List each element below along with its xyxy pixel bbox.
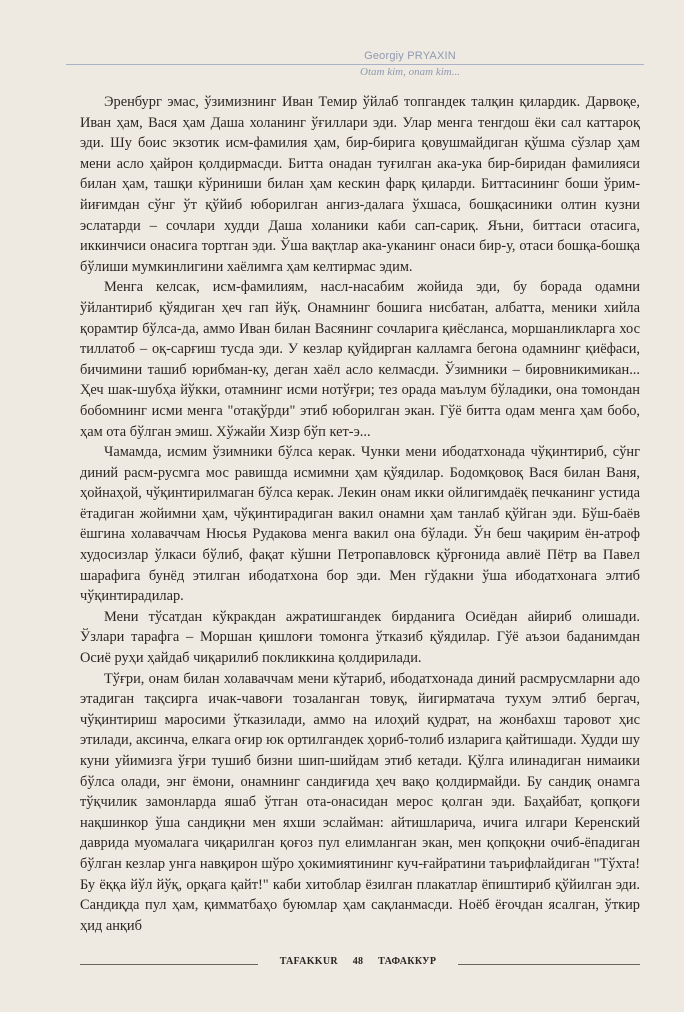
running-header: [0, 46, 684, 86]
footer-label: [258, 956, 458, 967]
paragraph-3: Чамамда, исмим ўзимники бўлса керак. Чунки мени ибодатхонада чўқинтириб, сўнг диний расм-русмга мос равишда исмимни ҳам қўядилар. Бодомқовоқ Вася билан Ваня, ҳойнаҳой, чўқинтирилмаган бўлса керак. Лекин онам икки ойлигимдаёқ печканинг устида ётадиган жойимни ҳам, чўқинтирадиган вакил онамни ҳам танлаб қўйган эди. Бўш-баёв ёшгина холаваччам Нюсья Рудакова менга вакил она бўлади. Ўн беш чақирим ён-атроф худосизлар ўлкаси бўлиб, фақат кўшни Петропавловск қўрғонида авлиё Пётр ва Павел шарафига бунёд этилган ибодатхона бор эди. Мен гўдакни ўша ибодатхонага элтиб чўқинтирадилар.: [80, 444, 640, 605]
header-title: Otam kim, onam kim...: [360, 66, 460, 78]
page-number: 48: [352, 956, 364, 967]
footer-rule-left: [80, 964, 258, 965]
header-rule: [66, 64, 644, 65]
footer-rule-right: [458, 964, 640, 965]
page-footer: [80, 952, 640, 976]
footer-magazine-cyrillic: ТАФАККУР: [378, 956, 437, 967]
footer-magazine-latin: TAFAKKUR: [279, 956, 338, 967]
paragraph-2: Менга келсак, исм-фамилиям, насл-насабим жойида эди, бу борада одамни ўйлантириб қўядиган ҳеч гап йўқ. Онамнинг бошига нисбатан, албатта, меники хийла қорамтир бўлса-да, аммо Иван билан Васянинг сочларига қиёсланса, моршанликларга хос тиллатоб – оқ-сарғиш тусда эди. У кезлар қуйдирган калламга бегона одамнинг қиёфаси, бичимини ташиб юрибман-ку, деган хаёл асло келмасди. Ўзимники – бировникимикан... Ҳеч шак-шубҳа йўкки, отамнинг исми нотўғри; тез орада маълум бўладики, она томондан бобомнинг исми менга "отақўрди" этиб юборилган экан. Гўё битта одам менга ҳам бобо, ҳам ота бўлган эмиш. Хўжайи Хизр бўп кет-э...: [80, 279, 640, 440]
article-body: [80, 92, 640, 936]
paragraph-5: Тўғри, онам билан холаваччам мени кўтариб, ибодатхонада диний расмрусмларни адо этадиган тақсирга ичак-чавоғи тозаланган товуқ, йигирматача тухум элтиб бергач, чўқинтириш маросими ўтказилади, аммо на илоҳий қудрат, на жонбахш таровот ҳис этилади, аксинча, елкага оғир юк ортилгандек ҳориб-толиб изларига қайтишади. Худди шу куни уйимизга ўғри тушиб бизни шип-шийдам этиб кетади. Қўлга илинадиган нимаики бўлса олади, энг ёмони, онамнинг сандиғида ҳеч вақо қолдирмайди. Бу сандиқ онамга тўқчилик замонларда яшаб ўтган ота-онасидан мерос қолган эди. Баҳайбат, қопқоғи нақшинкор ўша сандиқни мен яхши эслайман: айтишларича, ичига илгари Керенский даврида муомалага чиқарилган қоғоз пул елимланган экан, мен қопқоқни очиб-ёпадиган бўлган кезлар унга навқирон шўро ҳокимиятининг куч-ғайратини таърифлайдиган "Тўхта! Бу ёққа йўл йўқ, орқага қайт!" каби хитоблар ёзилган плакатлар ёпиштириб қўйилган эди. Сандиқда пул ҳам, қимматбаҳо буюмлар ҳам сақланмасди. Ноёб ёғочдан ясалган, ўткир ҳид анқиб: [80, 670, 640, 934]
paragraph-1: Эренбург эмас, ўзимизнинг Иван Темир ўйлаб топгандек талқин қилардик. Дарвоқе, Иван ҳам, Вася ҳам Даша холанинг ўғиллари эди. Улар менга тенгдош ёки сал каттароқ эди. Шу боис экзотик исм-фамилия ҳам, бир-бирига қовушмайдиган қўшма сўзлар ҳам мени асло ҳайрон қолдирмасди. Битта онадан туғилган ака-ука бир-биридан фамилияси билан ҳам, ташқи кўриниши билан ҳам кескин фарқ қиларди. Биттасининг боши ўрим-йиғимдан сўнг ўт қўйиб юборилган ангиз-далага ўхшаса, бошқасиники олтин кузни эслатарди – сочлари худди Даша холаники каби сап-сариқ. Яъни, биттаси отасига, иккинчиси онасига тортган эди. Ўша вақтлар ака-уканинг онаси бир-у, отаси бошқа-бошқа бўлиши мумкинлигини хаёлимга ҳам келтирмас эдим.: [80, 94, 640, 275]
header-author: Georgiy PRYAXIN: [364, 50, 456, 62]
paragraph-4: Мени тўсатдан кўкракдан ажратишгандек бирданига Осиёдан айириб олишади. Ўзлари тарафга – Моршан қишлоғи томонга ўтказиб қўядилар. Гўё аъзои баданимдан Осиё руҳи ҳайдаб чиқарилиб покликкина қолдирилади.: [80, 608, 640, 667]
